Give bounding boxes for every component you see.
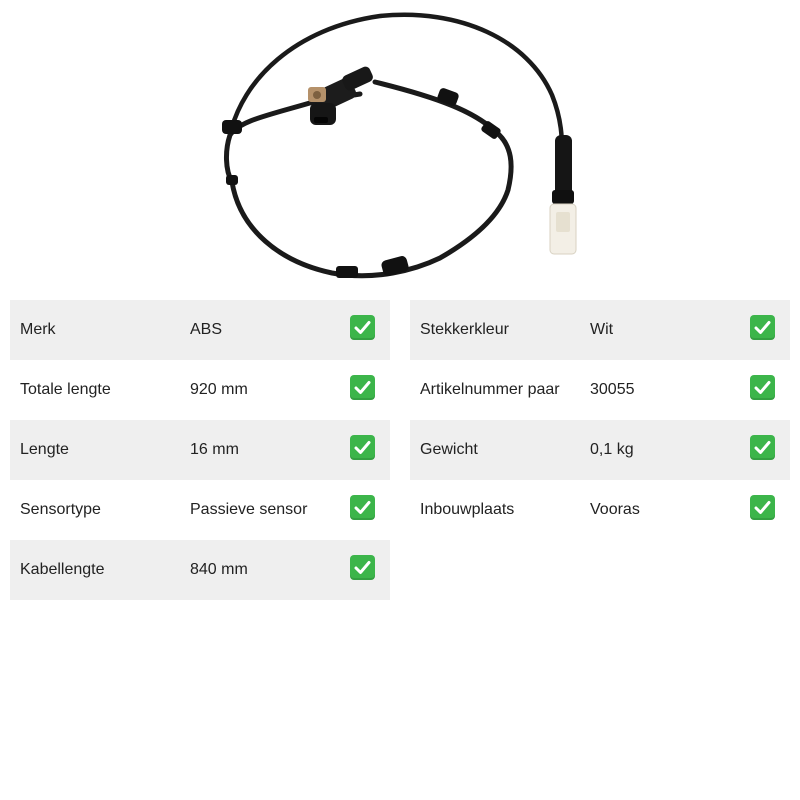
spec-row-kabellengte <box>10 540 390 600</box>
spec-value: Passieve sensor <box>190 501 308 518</box>
spec-row-merk <box>10 300 390 360</box>
spec-label: Kabellengte <box>20 561 105 578</box>
spec-label: Lengte <box>20 441 69 458</box>
spec-label: Merk <box>20 321 56 338</box>
spec-value: 840 mm <box>190 561 248 578</box>
check-mark-icon <box>350 555 375 580</box>
product-image <box>200 0 600 295</box>
check-mark-icon <box>350 375 375 400</box>
spec-table-left <box>10 300 390 600</box>
abs-sensor-cable-icon <box>200 0 600 295</box>
spec-row-totale-lengte <box>10 360 390 420</box>
spec-row-gewicht <box>410 420 790 480</box>
spec-label: Gewicht <box>420 441 478 458</box>
spec-value: Wit <box>590 321 614 338</box>
spec-label: Inbouwplaats <box>420 501 515 518</box>
check-mark-icon <box>750 435 775 460</box>
check-mark-icon <box>750 495 775 520</box>
spec-label: Stekkerkleur <box>420 321 509 338</box>
spec-value: 30055 <box>590 381 635 398</box>
check-mark-icon <box>350 495 375 520</box>
spec-value: Vooras <box>590 501 640 518</box>
spec-label: Sensortype <box>20 501 101 518</box>
spec-row-inbouwplaats <box>410 480 790 540</box>
spec-value: 16 mm <box>190 441 239 458</box>
check-mark-icon <box>750 375 775 400</box>
spec-table-right <box>410 300 790 540</box>
check-mark-icon <box>350 315 375 340</box>
spec-value: ABS <box>190 321 223 338</box>
spec-row-lengte <box>10 420 390 480</box>
spec-row-sensortype <box>10 480 390 540</box>
spec-row-stekkerkleur <box>410 300 790 360</box>
check-mark-icon <box>750 315 775 340</box>
spec-value: 0,1 kg <box>590 441 634 458</box>
spec-value: 920 mm <box>190 381 248 398</box>
spec-row-artikelnummer-paar <box>410 360 790 420</box>
spec-label: Totale lengte <box>20 381 111 398</box>
spec-label: Artikelnummer paar <box>420 381 560 398</box>
check-mark-icon <box>350 435 375 460</box>
